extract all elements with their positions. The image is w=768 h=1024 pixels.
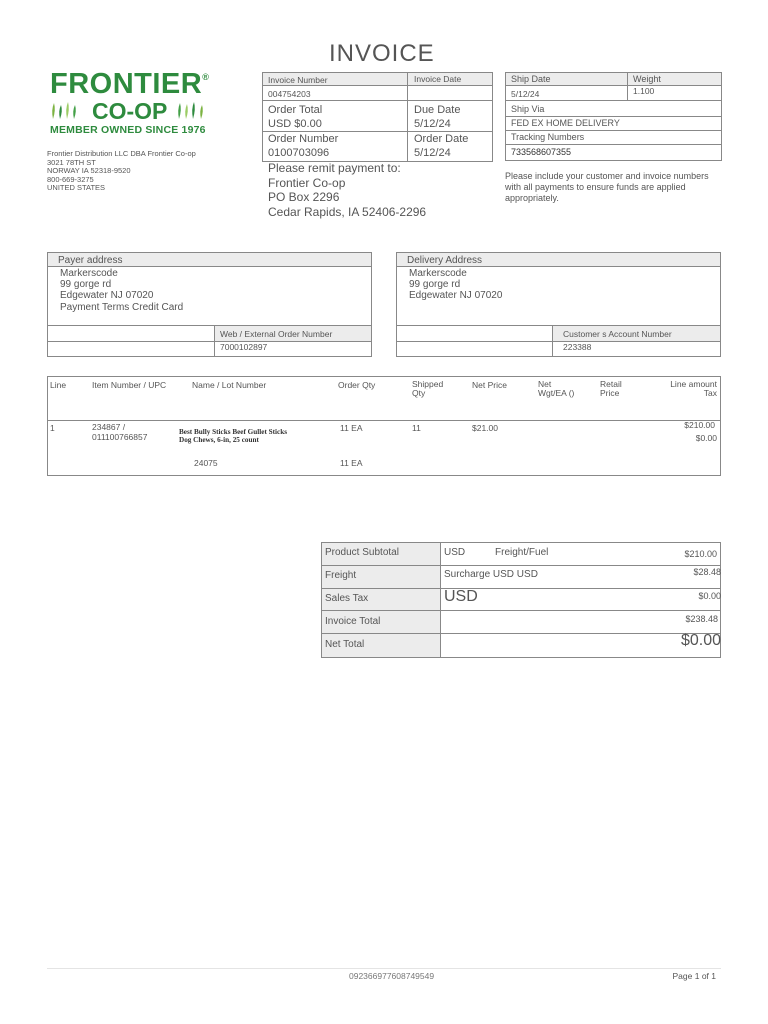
invoice-total-label: Invoice Total	[325, 616, 381, 627]
ship-via-label: Ship Via	[511, 104, 545, 114]
net-total-label: Net Total	[325, 639, 365, 650]
payer-street: 99 gorge rd	[60, 279, 112, 290]
delivery-street: 99 gorge rd	[409, 279, 461, 290]
remit-heading: Please remit payment to:	[268, 161, 401, 175]
company-phone: 800-669-3275	[47, 174, 94, 184]
leaf-icon	[50, 101, 80, 119]
row-lot-qty: 11 EA	[340, 458, 363, 468]
order-number-label: Order Number	[268, 133, 339, 145]
col-order-qty: Order Qty	[338, 380, 376, 390]
row-lot-number: 24075	[194, 458, 218, 468]
payer-name: Markerscode	[60, 268, 118, 279]
order-number: 0100703096	[268, 147, 330, 159]
invoice-number-label: Invoice Number	[268, 75, 328, 85]
col-line-amount-1: Line amount	[670, 379, 717, 389]
row-net-price: $21.00	[472, 423, 498, 433]
account-number: 223388	[563, 342, 592, 352]
frontier-logo	[48, 68, 218, 140]
row-line-amount: $210.00	[684, 420, 715, 430]
payer-city: Edgewater NJ 07020	[60, 290, 154, 301]
delivery-label: Delivery Address	[407, 255, 483, 266]
sales-tax-label: Sales Tax	[325, 593, 369, 604]
col-shipped-qty-1: Shipped	[412, 379, 444, 389]
row-item-sku: 234867 /	[92, 422, 126, 432]
col-item: Item Number / UPC	[92, 380, 167, 390]
col-net-wgt-1: Net	[538, 379, 552, 389]
remit-city: Cedar Rapids, IA 52406-2296	[268, 204, 427, 219]
company-address	[47, 150, 196, 193]
col-retail-price-2: Price	[600, 388, 620, 398]
ext-order-label: Web / External Order Number	[220, 329, 333, 339]
sales-tax-currency: USD	[444, 588, 478, 605]
col-shipped-qty-2: Qty	[412, 388, 426, 398]
delivery-name: Markerscode	[409, 268, 467, 279]
page-title: INVOICE	[329, 40, 435, 67]
remit-box: PO Box 2296	[268, 190, 340, 204]
row-product-name	[179, 429, 287, 444]
logo-tagline: MEMBER OWNED SINCE 1976	[50, 124, 206, 136]
col-net-wgt	[538, 380, 574, 398]
due-date-label: Due Date	[414, 104, 461, 116]
logo-frontier-text	[50, 68, 209, 101]
surcharge-label: Surcharge USD USD	[444, 569, 538, 580]
remit-to	[268, 161, 426, 219]
product-subtotal-label: Product Subtotal	[325, 547, 399, 558]
order-date: 5/12/24	[414, 147, 451, 159]
logo-registered: ®	[202, 72, 210, 82]
company-city: NORWAY IA 52318-9520	[47, 166, 131, 175]
order-total: USD $0.00	[268, 118, 322, 130]
invoice-date-label: Invoice Date	[414, 74, 462, 84]
row-shipped-qty: 11	[412, 423, 421, 433]
footer-divider	[47, 968, 721, 969]
row-item-upc: 011100766857	[92, 431, 148, 442]
payment-terms: Payment Terms Credit Card	[60, 302, 184, 313]
sales-tax: $0.00	[698, 591, 721, 601]
leaf-icon	[176, 101, 208, 119]
row-product-name-2: Dog Chews, 6-in, 25 count	[179, 435, 259, 444]
col-tax: Tax	[703, 388, 717, 398]
tracking-label: Tracking Numbers	[511, 132, 585, 142]
account-label: Customer s Account Number	[563, 329, 672, 339]
col-net-price: Net Price	[472, 380, 507, 390]
due-date: 5/12/24	[414, 118, 451, 130]
company-street: 3021 78TH ST	[47, 157, 96, 167]
ship-date-label: Ship Date	[511, 74, 551, 84]
col-line-amount	[640, 380, 717, 398]
row-line: 1	[50, 423, 55, 433]
tracking-number[interactable]: 733568607355	[511, 147, 572, 157]
ship-date: 5/12/24	[511, 89, 540, 99]
col-shipped-qty	[412, 380, 443, 398]
invoice-number: 004754203	[268, 89, 311, 99]
row-order-qty: 11 EA	[340, 423, 363, 433]
page-number: Page 1 of 1	[672, 971, 716, 981]
payment-note: Please include your customer and invoice numbers with all payments to ensure funds are applied appropriately.	[505, 171, 709, 203]
ship-via: FED EX HOME DELIVERY	[511, 118, 620, 128]
company-country: UNITED STATES	[47, 183, 106, 192]
weight-label: Weight	[633, 74, 661, 84]
freight-label: Freight	[325, 570, 357, 581]
row-product-name-1: Best Bully Sticks Beef Gullet Sticks	[179, 428, 288, 436]
col-line: Line	[50, 380, 67, 390]
col-net-wgt-2: Wgt/EA ()	[538, 388, 575, 398]
order-total-label: Order Total	[268, 104, 323, 116]
footer-code: 092366977608749549	[349, 971, 435, 981]
net-total: $0.00	[680, 632, 721, 649]
freight-fuel-label: Freight/Fuel	[495, 547, 549, 558]
row-tax: $0.00	[695, 433, 717, 443]
col-retail-price-1: Retail	[600, 379, 622, 389]
col-name: Name / Lot Number	[192, 380, 267, 390]
weight: 1.100	[633, 86, 655, 96]
row-item-number	[92, 423, 147, 442]
product-subtotal-currency: USD	[444, 547, 466, 558]
ext-order-number: 7000102897	[220, 342, 268, 352]
order-date-label: Order Date	[414, 133, 469, 145]
delivery-city: Edgewater NJ 07020	[409, 290, 503, 301]
payer-label: Payer address	[58, 255, 123, 266]
logo-line1: FRONTIER	[50, 68, 203, 100]
invoice-total: $238.48	[685, 614, 718, 624]
company-name: Frontier Distribution LLC DBA Frontier Co-op	[47, 149, 196, 158]
logo-coop-text: CO-OP	[92, 98, 168, 124]
remit-name: Frontier Co-op	[268, 175, 346, 190]
col-retail-price	[600, 380, 622, 398]
product-subtotal: $210.00	[684, 549, 717, 559]
freight-amount: $28.48	[693, 567, 721, 577]
